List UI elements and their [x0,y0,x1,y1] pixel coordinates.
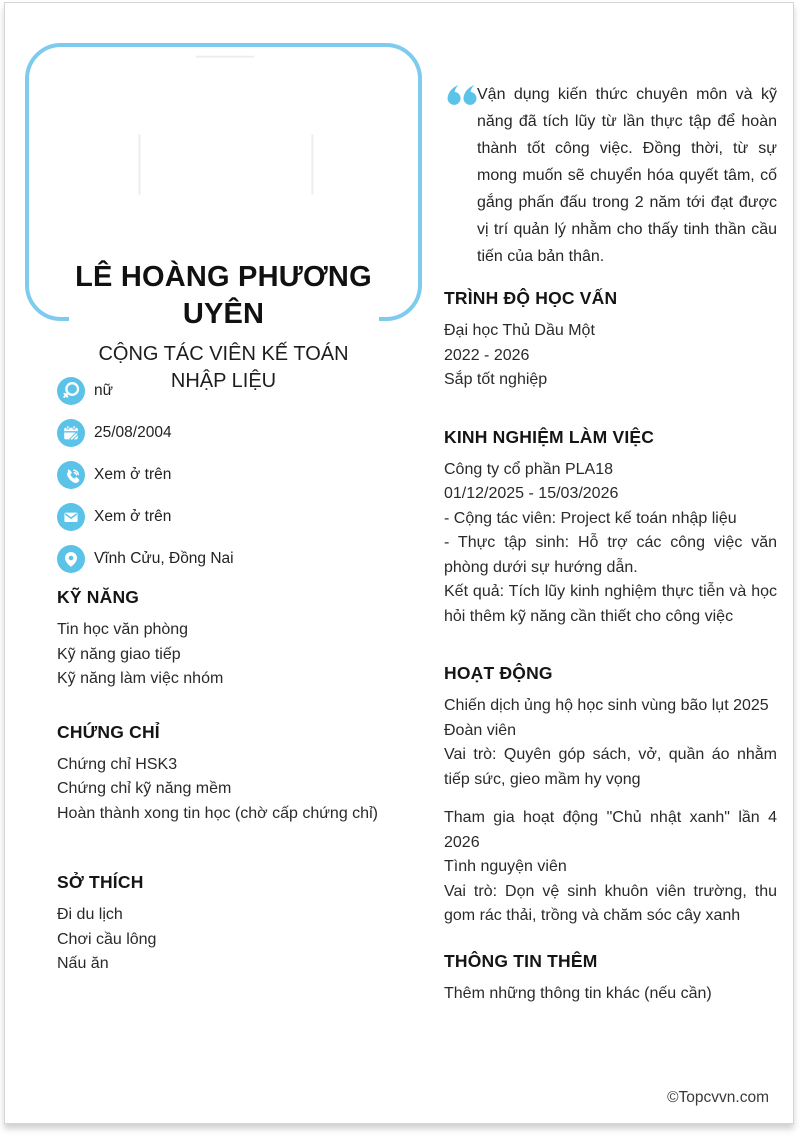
gender-value: nữ [94,382,113,399]
quote-icon [444,84,477,110]
section-education-title: TRÌNH ĐỘ HỌC VẤN [444,288,618,308]
watermark: ©Topcvvn.com [667,1089,769,1106]
section-additional-info-title: THÔNG TIN THÊM [444,950,598,971]
additional-info-text: Thêm những thông tin khác (nếu cần) [444,984,712,1002]
cv-sheet [4,2,794,1124]
certificate-item: Hoàn thành xong tin học (chờ cấp chứng chỉ) [57,804,378,822]
contact-row-gender [57,377,422,405]
phone-value: Xem ở trên [94,466,172,483]
section-additional-info [444,951,777,1007]
activity-role-desc: Vai trò: Quyên góp sách, vở, quần áo nhằm tiếp sức, gieo mầm hy vọng [444,746,777,788]
contact-row-location [57,545,422,573]
section-experience-title: KINH NGHIỆM LÀM VIỆC [444,426,655,447]
calendar-icon [57,419,85,447]
left-column [25,3,422,977]
activity-entry [444,694,777,792]
experience-entry [444,458,777,630]
right-column [444,3,777,1006]
experience-dates: 01/12/2025 - 15/03/2026 [444,485,619,502]
section-education [444,288,777,393]
skill-item: Tin học văn phòng [57,621,189,638]
activity-role-desc: Vai trò: Dọn vệ sinh khuôn viên trường, thu gom rác thải, trồng và chăm sóc cây xanh [444,882,777,924]
candidate-name: LÊ HOÀNG PHƯƠNG UYÊN [69,259,379,333]
experience-role: - Thực tập sinh: Hỗ trợ các công việc văn phòng dưới sự hướng dẫn. [444,534,777,576]
contact-row-birthday [57,419,422,447]
career-objective-text: Vận dụng kiến thức chuyên môn và kỹ năng đã tích lũy từ lần thực tập để hoàn thành tốt công việc. Đồng thời, từ sự mong muốn sẽ chuyển hóa quyết tâm, cố gắng phấn đấu trong 2 năm tới đạt được vị trí quản lý nhằm cho thấy tinh thần cầu tiến của bản thân. [477,86,777,265]
phone-icon [57,461,85,489]
section-certificates [25,722,422,827]
experience-result: Kết quả: Tích lũy kinh nghiệm thực tiễn và học hỏi thêm kỹ năng cần thiết cho công việc [444,583,777,625]
skill-item: Kỹ năng giao tiếp [57,645,181,663]
section-hobbies-title: SỞ THÍCH [57,872,144,892]
section-certificates-title: CHỨNG CHỈ [57,721,160,742]
location-icon [57,545,85,573]
birthday-value: 25/08/2004 [94,424,172,441]
location-value: Vĩnh Cửu, Đồng Nai [94,550,234,567]
email-icon [57,503,85,531]
email-value: Xem ở trên [94,508,172,525]
hobby-item: Đi du lịch [57,906,123,923]
hobby-item: Chơi cầu lông [57,930,157,948]
section-activities-title: HOẠT ĐỘNG [444,663,553,683]
education-entry [444,319,777,393]
section-hobbies [25,872,422,977]
contact-row-phone [57,461,422,489]
certificate-item: Chứng chỉ kỹ năng mềm [57,780,232,797]
experience-role: - Cộng tác viên: Project kế toán nhập liệu [444,509,737,527]
contact-row-email [57,503,422,531]
section-skills-title: KỸ NĂNG [57,587,140,607]
education-school: Đại học Thủ Dầu Một [444,322,595,339]
education-status: Sắp tốt nghiệp [444,371,548,388]
certificate-item: Chứng chỉ HSK3 [57,755,178,773]
additional-info-entry [444,982,777,1007]
activity-entry [444,806,777,929]
section-activities [444,663,777,929]
experience-company: Công ty cổ phần PLA18 [444,460,614,478]
contact-list [25,377,422,573]
hobby-item: Nấu ăn [57,955,109,972]
section-skills [25,587,422,692]
section-experience [444,427,777,630]
activity-name: Chiến dịch ủng hộ học sinh vùng bão lụt 2025 [444,697,769,714]
activity-role-title: Tình nguyện viên [444,858,567,875]
activity-role-title: Đoàn viên [444,721,517,739]
career-objective [444,81,777,270]
skill-item: Kỹ năng làm việc nhóm [57,670,224,687]
activity-name: Tham gia hoạt động "Chủ nhật xanh" lần 4 2026 [444,809,777,851]
education-dates: 2022 - 2026 [444,346,530,364]
gender-icon [57,377,85,405]
candidate-job-title: CỘNG TÁC VIÊN KẾ TOÁN NHẬP LIỆU [98,343,349,392]
